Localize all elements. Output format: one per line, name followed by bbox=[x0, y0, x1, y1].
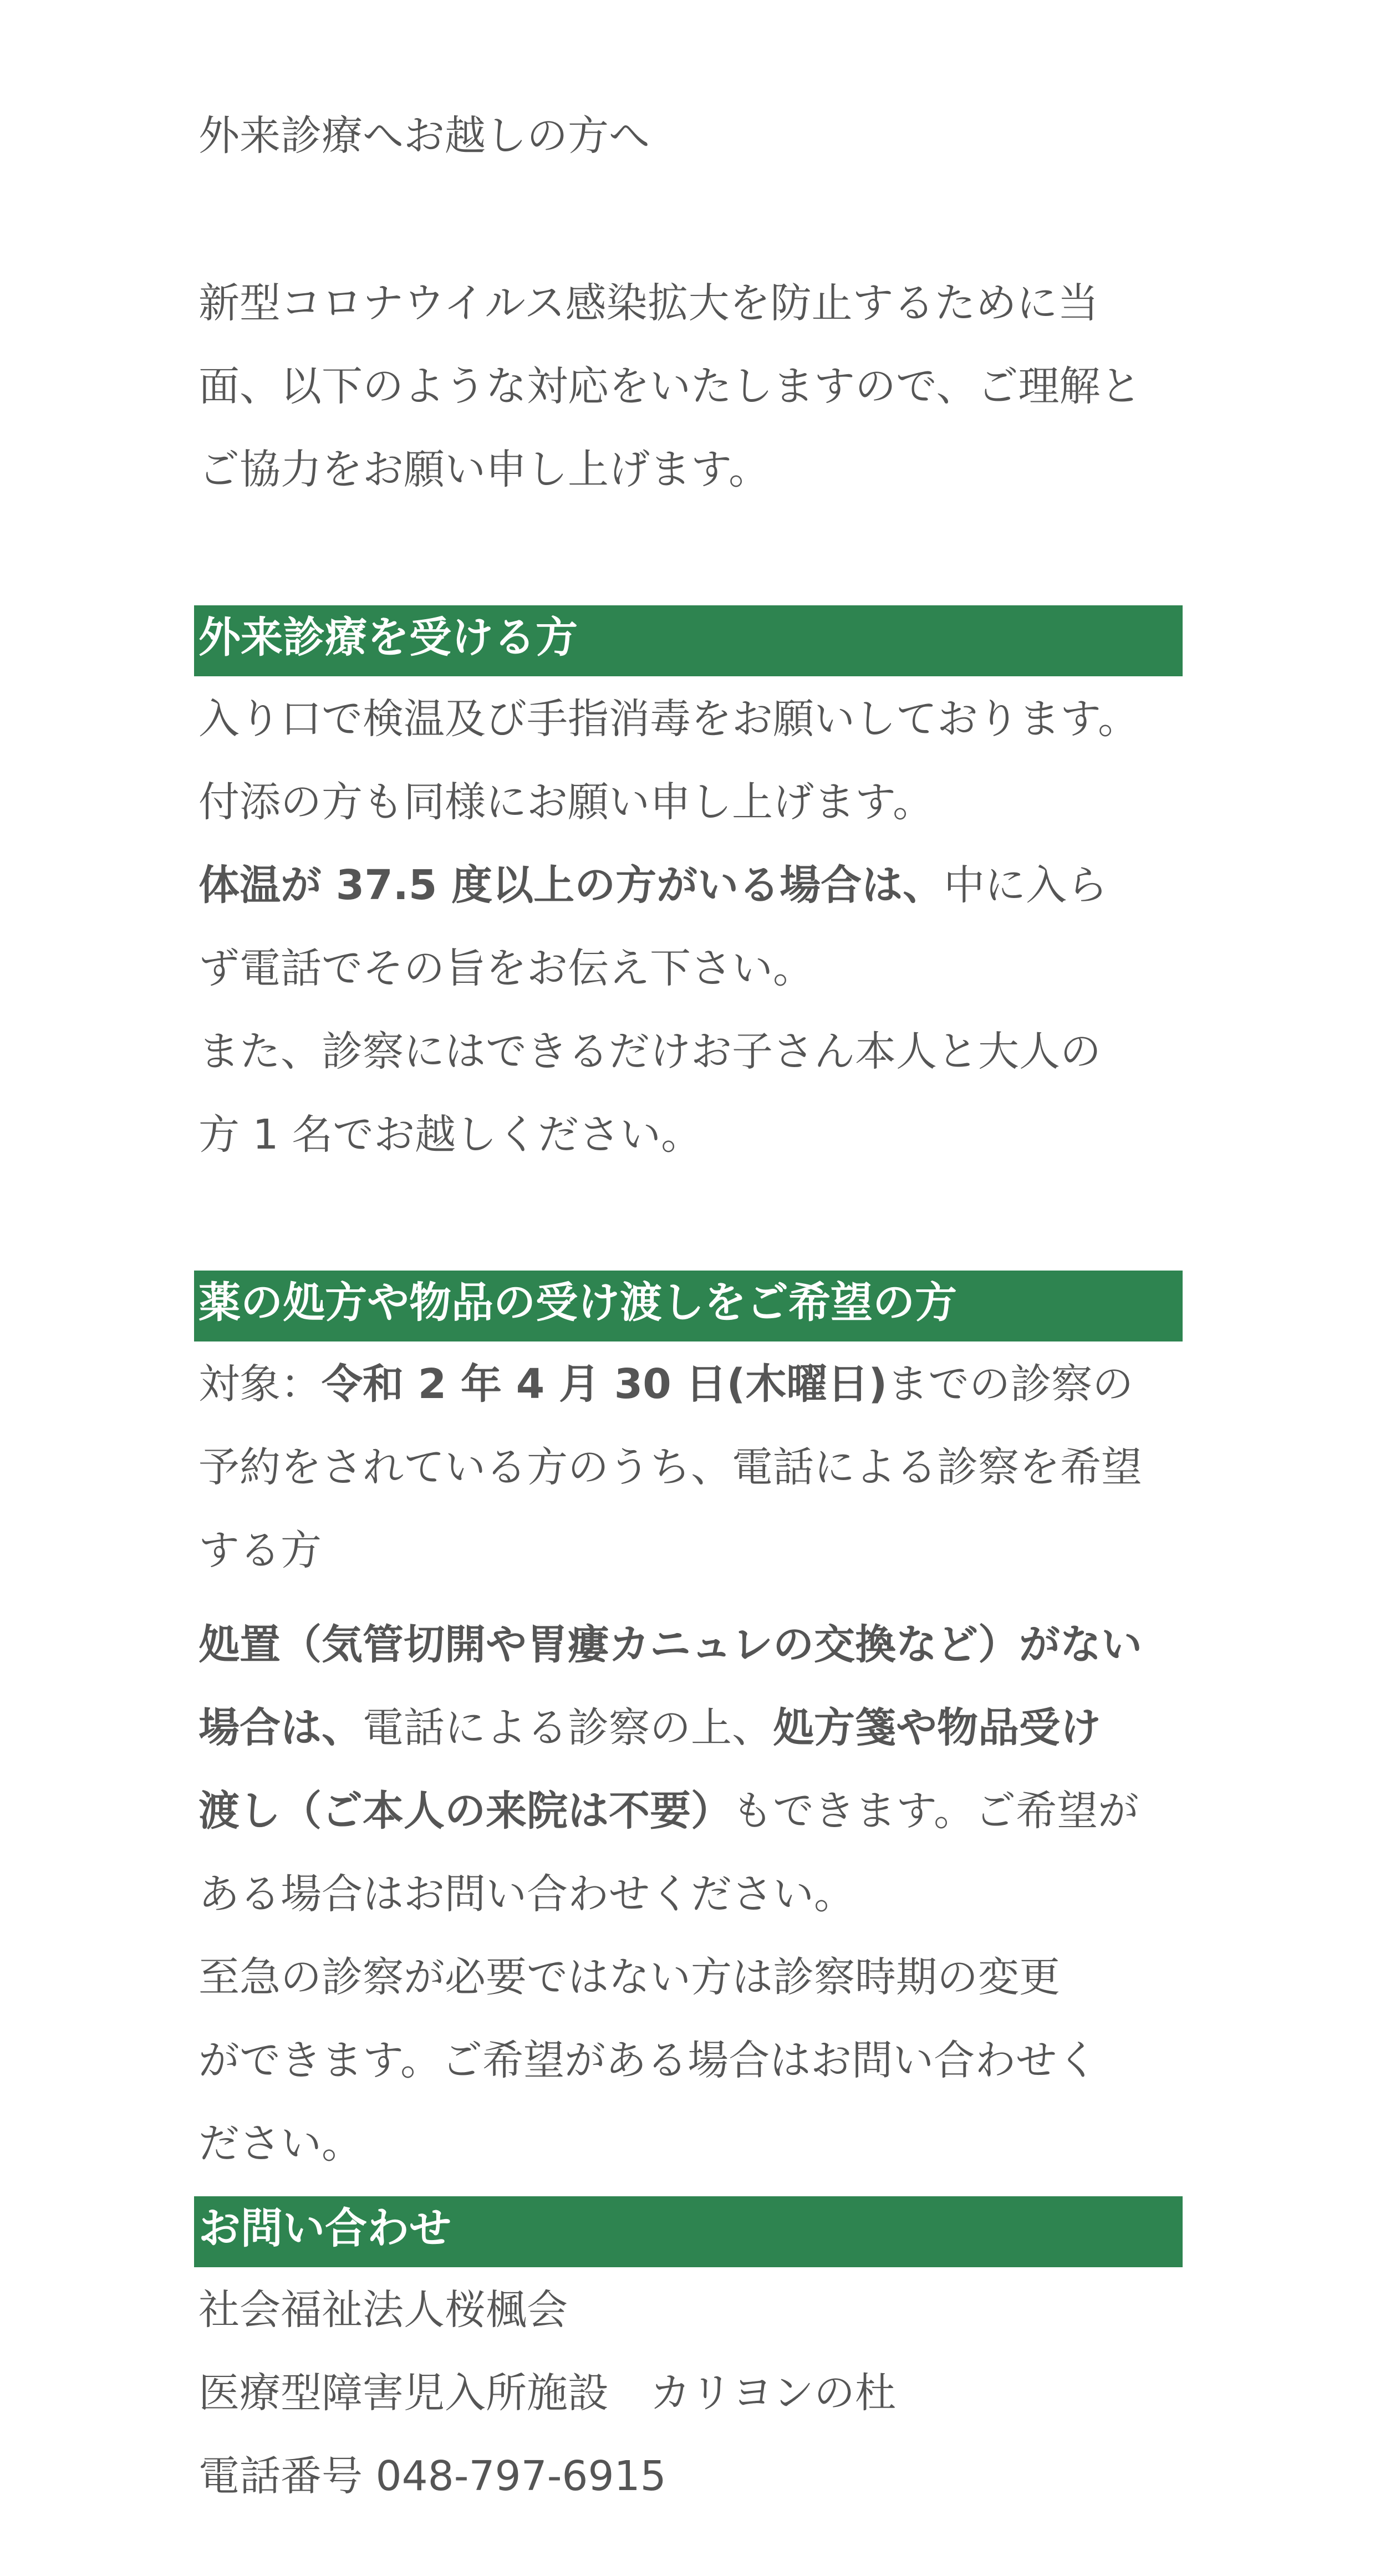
outpatient-line-2: 付添の方も同様にお願い申し上げます。 bbox=[198, 778, 934, 826]
prescription-line-1 bbox=[198, 1617, 1142, 1672]
handover-bold: 渡し（ご本人の来院は不要） bbox=[198, 1787, 732, 1835]
intro-line-1: 新型コロナウイルス感染拡大を防止するために当 bbox=[198, 279, 1099, 327]
fever-notice-rest: 中に入ら bbox=[944, 861, 1108, 909]
phone-consult-text: 電話による診察の上、 bbox=[363, 1704, 773, 1752]
target-date-bold: 令和 2 年 4 月 30 日(木曜日) bbox=[322, 1360, 888, 1408]
prescription-target-line-3: する方 bbox=[198, 1527, 322, 1574]
outpatient-line-4: ず電話でその旨をお伝え下さい。 bbox=[198, 945, 814, 992]
section-heading-outpatient bbox=[194, 605, 1183, 676]
contact-facility: 医療型障害児入所施設 カリヨンの杜 bbox=[198, 2369, 896, 2417]
prescription-bold: 処方箋や物品受け bbox=[773, 1704, 1101, 1752]
prescription-line-7: ださい。 bbox=[198, 2120, 363, 2167]
section-heading-label: お問い合わせ bbox=[198, 2203, 451, 2253]
section-heading-label: 外来診療を受ける方 bbox=[198, 613, 578, 662]
prescription-line-6: ができます。ご希望がある場合はお問い合わせく bbox=[198, 2037, 1098, 2084]
prescription-line-3 bbox=[198, 1783, 1139, 1839]
prescription-target-line-1 bbox=[198, 1356, 1133, 1412]
intro-line-3: ご協力をお願い申し上げます。 bbox=[198, 446, 770, 493]
section-heading-contact bbox=[194, 2196, 1183, 2267]
outpatient-line-3 bbox=[198, 858, 1108, 913]
outpatient-line-1: 入り口で検温及び手指消毒をお願いしております。 bbox=[198, 695, 1139, 743]
fever-notice-bold: 体温が 37.5 度以上の方がいる場合は、 bbox=[198, 861, 944, 909]
intro-line-2: 面、以下のような対応をいたしますので、ご理解と bbox=[198, 363, 1142, 410]
section-heading-label: 薬の処方や物品の受け渡しをご希望の方 bbox=[198, 1278, 957, 1327]
outpatient-line-5: また、診察にはできるだけお子さん本人と大人の bbox=[198, 1028, 1101, 1075]
contact-phone: 電話番号 048-797-6915 bbox=[198, 2452, 666, 2500]
target-label: 対象： bbox=[198, 1360, 322, 1408]
target-text: までの診察の bbox=[887, 1360, 1134, 1408]
section-heading-prescription bbox=[194, 1271, 1183, 1341]
handover-text: もできます。ご希望が bbox=[732, 1787, 1139, 1835]
outpatient-line-6: 方 1 名でお越しください。 bbox=[198, 1111, 702, 1159]
contact-organization: 社会福祉法人桜楓会 bbox=[198, 2286, 568, 2334]
prescription-line-4: ある場合はお問い合わせください。 bbox=[198, 1870, 855, 1918]
case-bold: 場合は、 bbox=[198, 1704, 363, 1752]
procedure-bold: 処置（気管切開や胃瘻カニュレの交換など）がない bbox=[198, 1621, 1142, 1669]
prescription-target-line-2: 予約をされている方のうち、電話による診察を希望 bbox=[198, 1443, 1142, 1491]
page-title: 外来診療へお越しの方へ bbox=[198, 112, 650, 160]
prescription-line-2 bbox=[198, 1700, 1101, 1756]
prescription-line-5: 至急の診察が必要ではない方は診察時期の変更 bbox=[198, 1953, 1060, 2001]
